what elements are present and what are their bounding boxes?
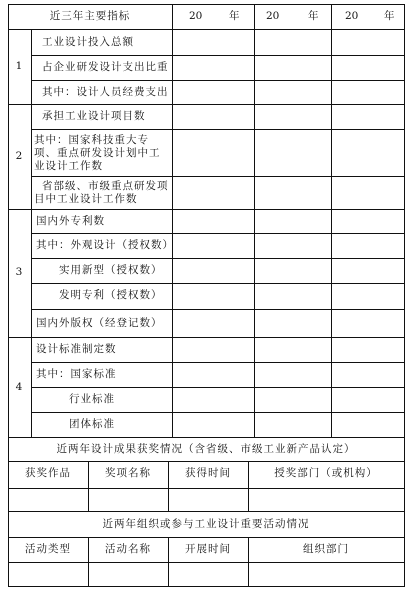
row-rd-share: 占企业研发设计支出比重	[42, 61, 169, 73]
indicator-header: 近三年主要指标	[49, 10, 131, 22]
row-invention-patents: 发明专利（授权数）	[59, 289, 163, 301]
row-standards: 设计标准制定数	[36, 343, 117, 355]
activities-empty-row	[9, 563, 404, 585]
row-provincial-projects: 省部级、市级重点研发项目中工业设计工作数	[34, 180, 169, 205]
activities-col-type: 活动类型	[25, 543, 71, 555]
row-national-projects: 其中：国家科技重大专项、重点研发设计划中工业设计工作数	[34, 134, 161, 172]
row-patents: 国内外专利数	[36, 215, 105, 227]
year-suffix-1: 年	[229, 10, 240, 22]
row-designer-expense: 其中：设计人员经费支出	[42, 86, 169, 98]
row-group-standards: 团体标准	[69, 418, 115, 430]
awards-empty-row	[9, 489, 404, 511]
activities-col-time: 开展时间	[185, 543, 231, 555]
year-prefix-3: 20	[345, 10, 359, 22]
row-industry-standards: 行业标准	[69, 393, 115, 405]
awards-col-time: 获得时间	[185, 467, 231, 479]
group-number-1: 1	[15, 60, 24, 72]
awards-title: 近两年设计成果获奖情况（含省级、市级工业新产品认定）	[56, 443, 356, 455]
year-suffix-2: 年	[308, 10, 319, 22]
awards-col-issuer: 授奖部门（或机构）	[274, 467, 378, 479]
year-suffix-3: 年	[384, 10, 395, 22]
row-utility-models: 实用新型（授权数）	[59, 264, 163, 276]
row-design-patents: 其中：外观设计（授权数）	[36, 239, 174, 251]
row-design-investment: 工业设计投入总额	[42, 36, 134, 48]
year-prefix-1: 20	[189, 10, 203, 22]
group-number-4: 4	[15, 381, 24, 393]
activities-col-organizer: 组织部门	[303, 543, 349, 555]
row-copyrights: 国内外版权（经登记数）	[36, 317, 163, 329]
row-national-standards: 其中：国家标准	[36, 368, 117, 380]
group-number-2: 2	[15, 150, 24, 162]
row-design-projects: 承担工业设计项目数	[42, 110, 146, 122]
activities-col-name: 活动名称	[105, 543, 151, 555]
year-prefix-2: 20	[266, 10, 280, 22]
awards-col-work: 获奖作品	[25, 467, 71, 479]
awards-col-award-name: 奖项名称	[105, 467, 151, 479]
activities-title: 近两年组织或参与工业设计重要活动情况	[102, 518, 310, 530]
group-number-3: 3	[15, 266, 24, 278]
